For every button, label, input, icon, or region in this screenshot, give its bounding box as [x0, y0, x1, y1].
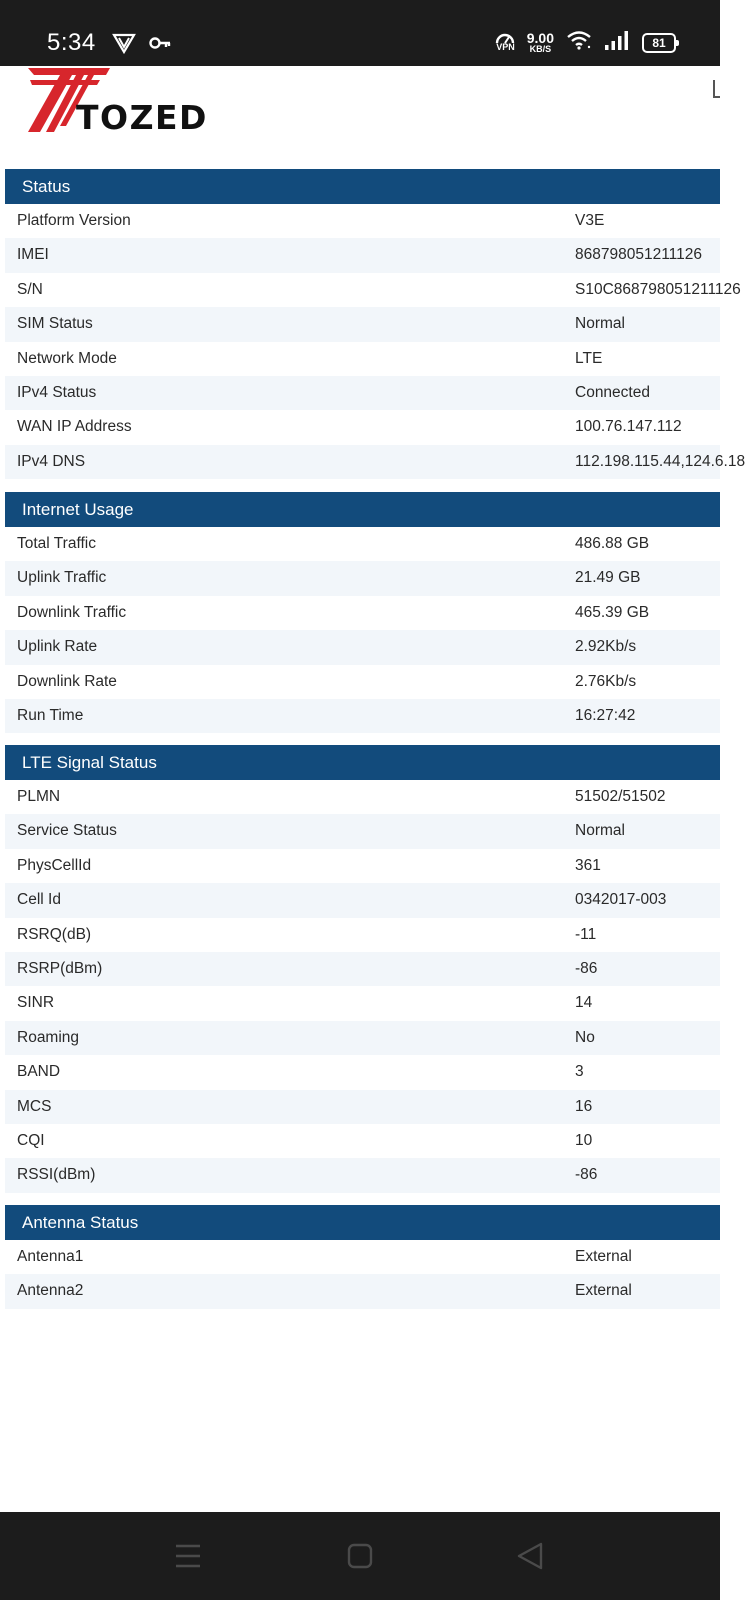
row-label: IMEI: [17, 246, 49, 264]
lte-signal-table: [5, 780, 720, 1193]
table-row: [5, 410, 720, 444]
home-button[interactable]: [342, 1538, 378, 1574]
table-row: [5, 1124, 720, 1158]
table-row: [5, 376, 720, 410]
router-status-page: [0, 66, 745, 1512]
row-label: Network Mode: [17, 349, 117, 367]
row-label: IPv4 DNS: [17, 452, 86, 470]
key-icon: [149, 36, 171, 55]
row-label: SINR: [17, 994, 55, 1012]
row-value: 51502/51502: [575, 788, 666, 805]
table-row: [5, 814, 720, 848]
back-icon: [517, 1542, 543, 1570]
language-menu-icon[interactable]: [713, 80, 720, 98]
row-value: 486.88 GB: [575, 535, 650, 552]
row-value: LTE: [575, 349, 603, 367]
row-value: V3E: [575, 212, 605, 229]
row-value: 868798051211126: [575, 246, 703, 264]
table-row: [5, 596, 720, 630]
status-bar: [0, 0, 720, 66]
row-label: Roaming: [17, 1028, 80, 1046]
vpn-shield-icon: [113, 33, 135, 58]
table-row: [5, 1021, 720, 1055]
table-row: [5, 630, 720, 664]
battery-level: 81: [652, 35, 666, 50]
row-value: 10: [575, 1131, 593, 1149]
table-row: [5, 780, 720, 814]
internet-usage-table: [5, 527, 720, 733]
wifi-icon: [566, 30, 592, 55]
row-label: PhysCellId: [17, 856, 92, 874]
row-label: Uplink Traffic: [17, 569, 107, 587]
table-row: [5, 204, 720, 238]
row-value: -86: [575, 1166, 598, 1184]
row-value: 2.92Kb/s: [575, 638, 637, 656]
table-row: [5, 1158, 720, 1192]
row-label: IPv4 Status: [17, 383, 97, 401]
row-label: BAND: [17, 1063, 61, 1081]
menu-icon: [175, 1544, 201, 1568]
table-row: [5, 342, 720, 376]
row-value: External: [575, 1248, 632, 1265]
row-label: S/N: [17, 280, 43, 298]
home-icon: [347, 1543, 373, 1569]
table-row: [5, 665, 720, 699]
table-row: [5, 952, 720, 986]
row-label: Cell Id: [17, 891, 61, 909]
table-row: [5, 273, 741, 307]
table-row: [5, 699, 720, 733]
table-row: [5, 307, 720, 341]
row-label: WAN IP Address: [17, 418, 132, 436]
section-header-internet-usage: Internet Usage: [5, 492, 720, 527]
row-value: Normal: [575, 822, 625, 840]
row-label: SIM Status: [17, 315, 93, 333]
row-label: Antenna1: [17, 1248, 84, 1265]
row-value: 112.198.115.44,124.6.18: [575, 452, 745, 470]
lte-signal-section: [5, 745, 720, 1193]
status-table: [5, 204, 745, 479]
row-value: 21.49 GB: [575, 569, 641, 587]
row-value: Connected: [575, 383, 650, 401]
section-header-lte-signal: LTE Signal Status: [5, 745, 720, 780]
antenna-table: [5, 1240, 720, 1309]
row-label: Run Time: [17, 706, 84, 724]
row-value: 100.76.147.112: [575, 418, 682, 436]
row-value: No: [575, 1028, 595, 1046]
row-label: Total Traffic: [17, 535, 96, 552]
row-value: 361: [575, 856, 601, 874]
row-label: Service Status: [17, 822, 117, 840]
row-value: -11: [575, 925, 597, 943]
row-value: 16: [575, 1097, 593, 1115]
row-label: Platform Version: [17, 212, 131, 229]
row-label: RSRQ(dB): [17, 925, 92, 943]
row-label: RSRP(dBm): [17, 959, 103, 977]
network-speed: [526, 29, 554, 54]
antenna-section: [5, 1205, 720, 1309]
row-value: 465.39 GB: [575, 603, 650, 621]
row-value: Normal: [575, 315, 625, 333]
status-section: [5, 169, 745, 479]
row-value: 3: [575, 1063, 584, 1081]
row-label: CQI: [17, 1131, 45, 1149]
row-label: Downlink Traffic: [17, 603, 127, 621]
table-row: [5, 883, 720, 917]
table-row: [5, 445, 745, 479]
row-label: Antenna2: [17, 1282, 84, 1300]
row-value: 2.76Kb/s: [575, 672, 637, 690]
row-value: S10C868798051211126: [575, 280, 741, 298]
row-label: Downlink Rate: [17, 672, 117, 690]
table-row: [5, 918, 720, 952]
back-button[interactable]: [512, 1538, 548, 1574]
row-value: 14: [575, 994, 593, 1012]
row-label: MCS: [17, 1097, 52, 1115]
table-row: [5, 238, 720, 272]
table-row: [5, 1240, 720, 1274]
navigation-bar: [0, 1512, 720, 1600]
row-label: Uplink Rate: [17, 638, 98, 656]
table-row: [5, 527, 720, 561]
row-value: External: [575, 1282, 632, 1300]
row-value: 16:27:42: [575, 706, 636, 724]
row-label: PLMN: [17, 788, 61, 805]
network-speed-unit: KB/S: [529, 43, 552, 54]
network-speed-value: 9.00: [526, 29, 554, 46]
row-value: -86: [575, 959, 598, 977]
cellular-signal-icon: [604, 30, 630, 55]
vpn-indicator: [496, 33, 515, 52]
table-row: [5, 986, 720, 1020]
section-header-antenna: Antenna Status: [5, 1205, 720, 1240]
table-row: [5, 561, 720, 595]
table-row: [5, 849, 720, 883]
section-header-status: Status: [5, 169, 720, 204]
recent-apps-button[interactable]: [170, 1538, 206, 1574]
table-row: [5, 1274, 720, 1308]
row-label: RSSI(dBm): [17, 1166, 96, 1184]
internet-usage-section: [5, 492, 720, 733]
table-row: [5, 1055, 720, 1089]
row-value: 0342017-003: [575, 891, 667, 909]
brand-name: TOZED: [76, 98, 208, 137]
clock: 5:34: [47, 29, 96, 56]
vpn-label: VPN: [496, 42, 515, 52]
table-row: [5, 1090, 720, 1124]
battery-icon: [642, 33, 676, 53]
